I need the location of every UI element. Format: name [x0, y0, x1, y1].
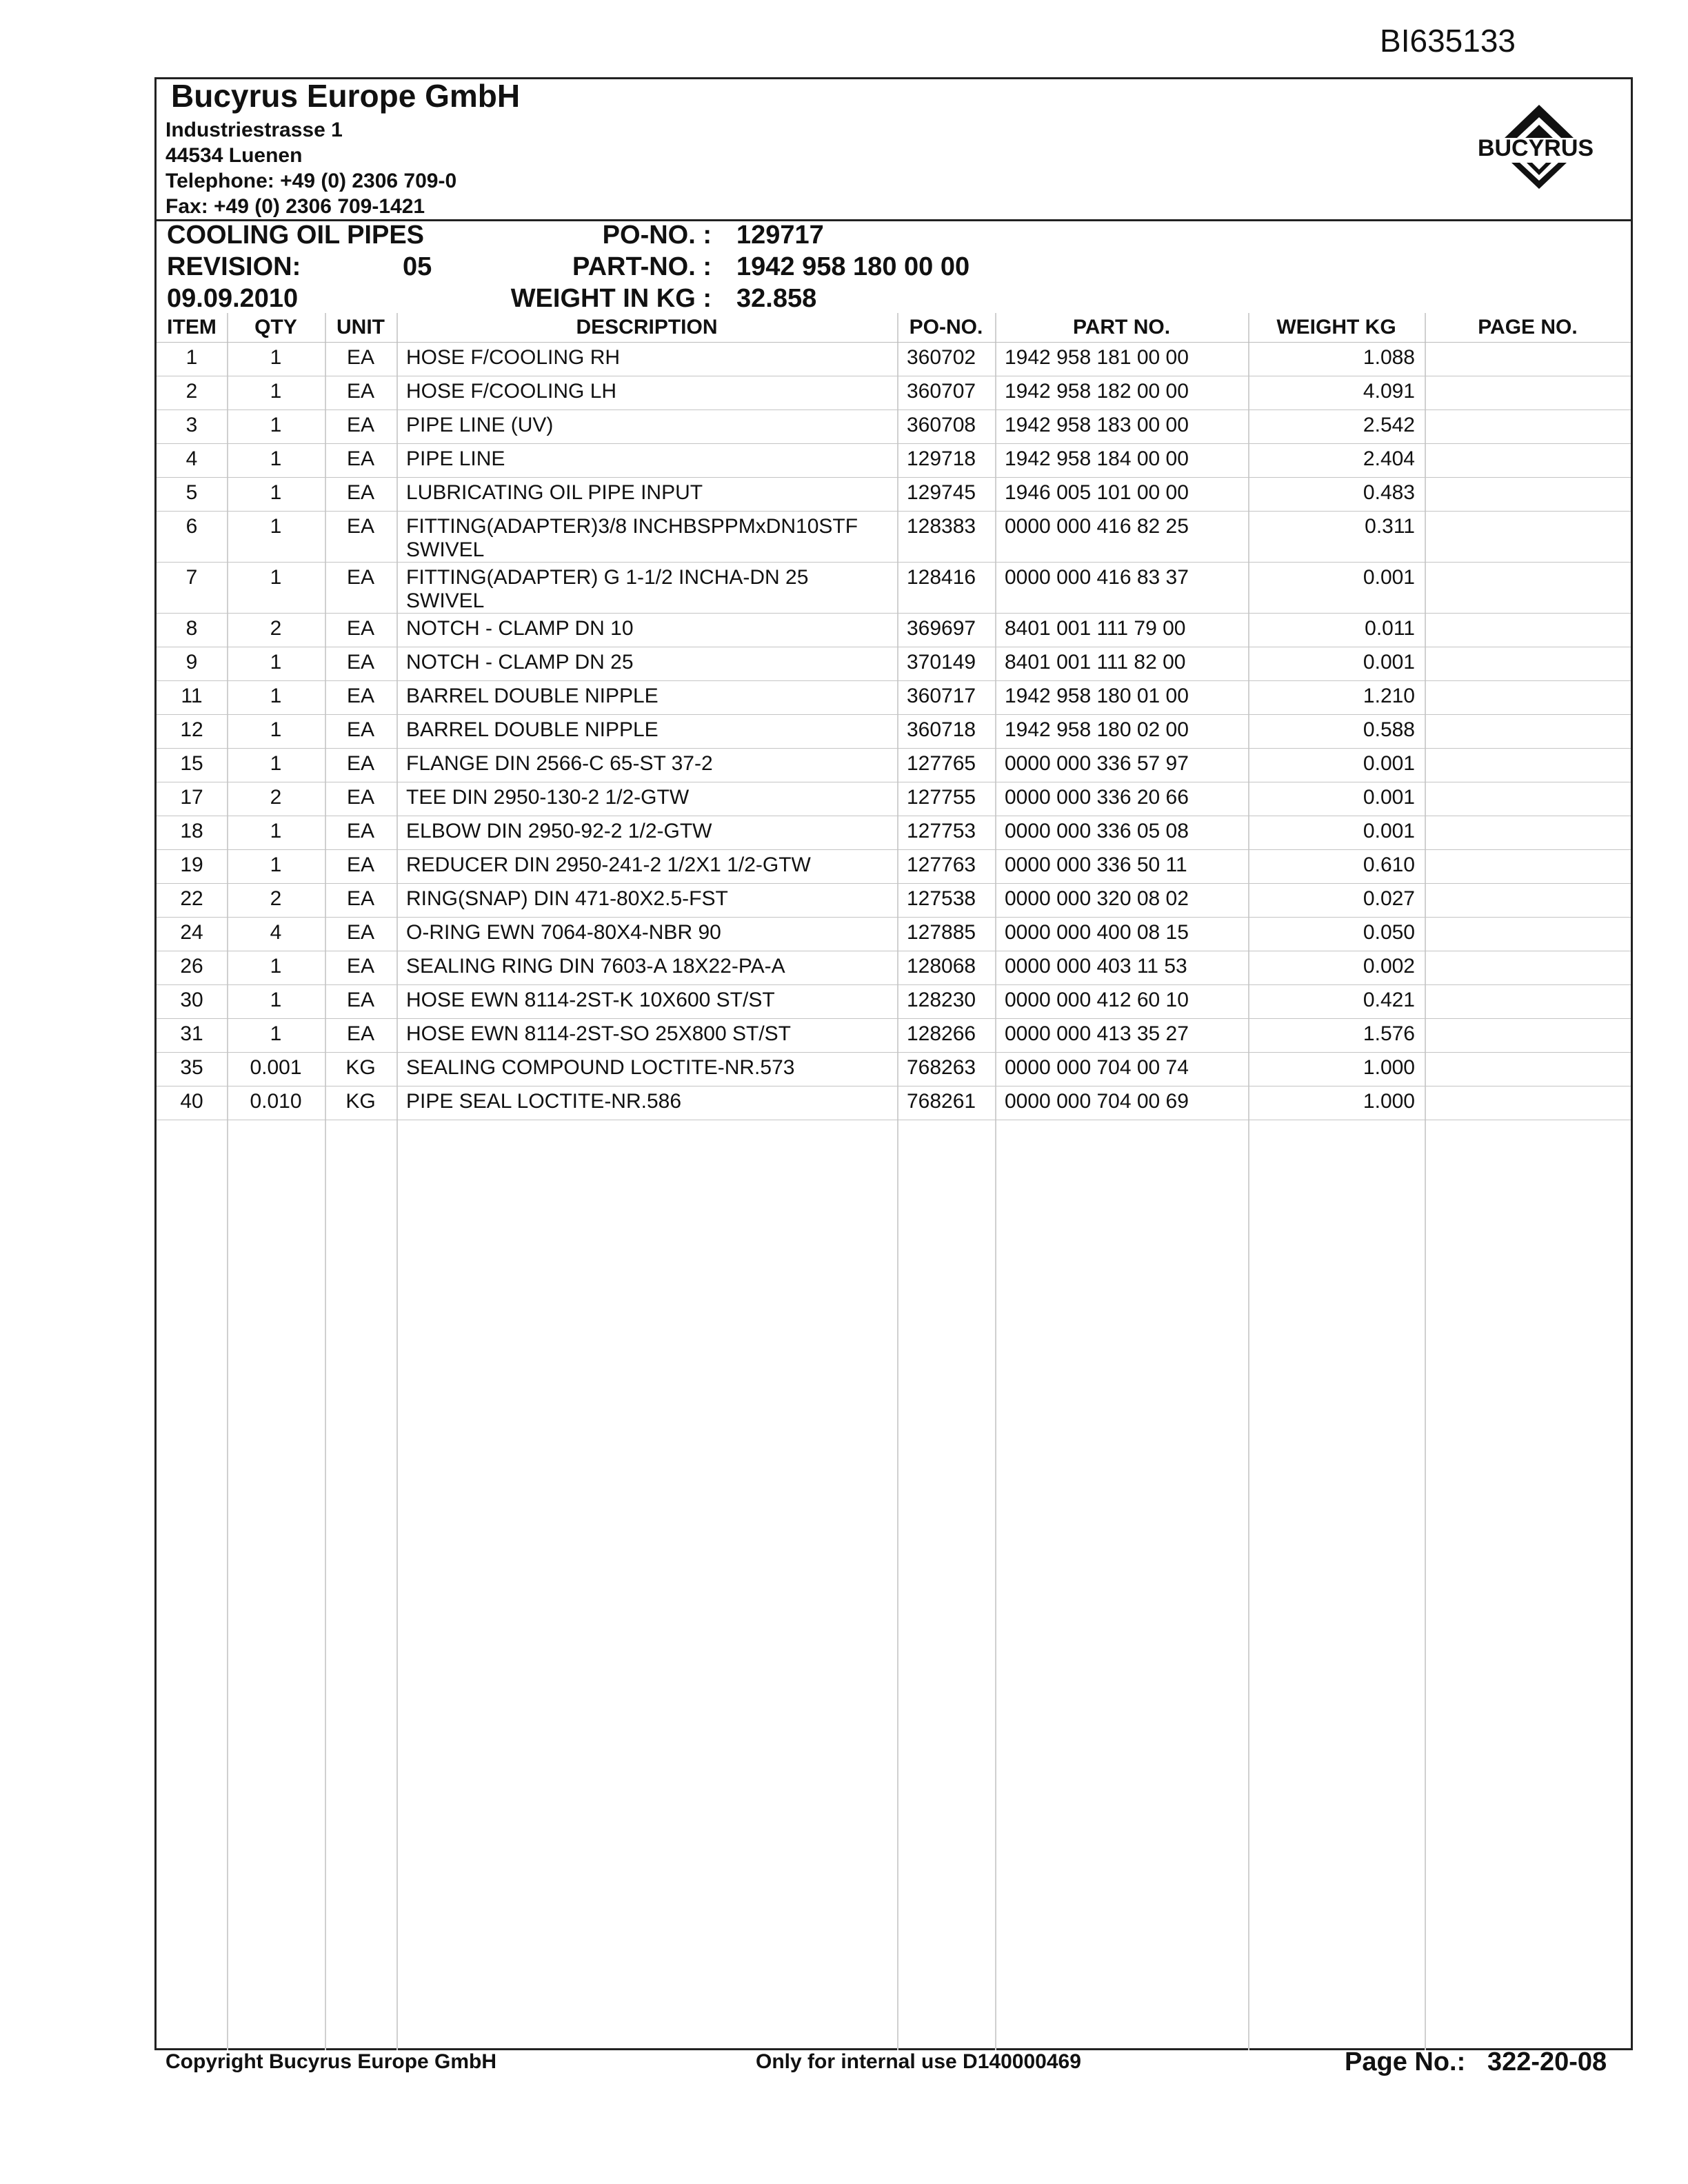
- page-no-cell: [1425, 512, 1631, 563]
- qty-cell: 1: [227, 563, 325, 614]
- description-cell: SEALING COMPOUND LOCTITE-NR.573: [396, 1053, 897, 1086]
- po-no-cell: 127885: [897, 918, 995, 951]
- page-no-cell: [1425, 410, 1631, 444]
- unit-cell: EA: [325, 343, 396, 376]
- po-no-cell: 129718: [897, 444, 995, 478]
- unit-cell: EA: [325, 376, 396, 410]
- part-no-cell: 1946 005 101 00 00: [995, 478, 1248, 512]
- part-label: PART-NO. :: [572, 252, 712, 281]
- qty-cell: 1: [227, 410, 325, 444]
- item-cell: 6: [157, 512, 227, 563]
- item-cell: 7: [157, 563, 227, 614]
- page-no-cell: [1425, 850, 1631, 884]
- table-row: [157, 512, 1631, 563]
- page-no-cell: [1425, 816, 1631, 850]
- po-no-cell: 127753: [897, 816, 995, 850]
- part-no-cell: 8401 001 111 82 00: [995, 647, 1248, 681]
- qty-cell: 1: [227, 715, 325, 749]
- part-no-cell: 1942 958 183 00 00: [995, 410, 1248, 444]
- item-cell: 30: [157, 985, 227, 1019]
- description-cell: O-RING EWN 7064-80X4-NBR 90: [396, 918, 897, 951]
- item-cell: 26: [157, 951, 227, 985]
- description-cell: BARREL DOUBLE NIPPLE: [396, 715, 897, 749]
- description-cell: HOSE EWN 8114-2ST-K 10X600 ST/ST: [396, 985, 897, 1019]
- item-cell: 24: [157, 918, 227, 951]
- part-no-cell: 8401 001 111 79 00: [995, 614, 1248, 647]
- qty-cell: 0.010: [227, 1086, 325, 1120]
- item-cell: 3: [157, 410, 227, 444]
- description-cell: PIPE LINE: [396, 444, 897, 478]
- unit-cell: KG: [325, 1053, 396, 1086]
- internal-use-notice: Only for internal use D140000469: [756, 2050, 1081, 2073]
- part-no-cell: 1942 958 180 01 00: [995, 681, 1248, 715]
- description-cell: NOTCH - CLAMP DN 10: [396, 614, 897, 647]
- unit-cell: EA: [325, 563, 396, 614]
- po-label: PO-NO. :: [602, 221, 712, 250]
- table-row: [157, 343, 1631, 376]
- weight-cell: 0.011: [1248, 614, 1425, 647]
- parts-table-header: [157, 313, 1631, 343]
- part-no-cell: 0000 000 403 11 53: [995, 951, 1248, 985]
- part-no-cell: 0000 000 413 35 27: [995, 1019, 1248, 1053]
- po-no-cell: 128416: [897, 563, 995, 614]
- qty-cell: 1: [227, 376, 325, 410]
- part-no-cell: 1942 958 184 00 00: [995, 444, 1248, 478]
- unit-cell: EA: [325, 782, 396, 816]
- table-row: [157, 816, 1631, 850]
- revision-value: 05: [403, 252, 432, 281]
- unit-cell: EA: [325, 647, 396, 681]
- page-no-cell: [1425, 376, 1631, 410]
- description-line: SWIVEL: [406, 589, 485, 612]
- table-row: [157, 614, 1631, 647]
- table-row: [157, 749, 1631, 782]
- po-no-cell: 128266: [897, 1019, 995, 1053]
- part-no-cell: 1942 958 181 00 00: [995, 343, 1248, 376]
- bucyrus-logo: [1463, 102, 1608, 192]
- unit-cell: KG: [325, 1086, 396, 1120]
- weight-cell: 2.542: [1248, 410, 1425, 444]
- qty-cell: 1: [227, 850, 325, 884]
- col-description: DESCRIPTION: [396, 313, 897, 343]
- col-page-no: PAGE NO.: [1425, 313, 1631, 343]
- page-no-cell: [1425, 985, 1631, 1019]
- page-no-cell: [1425, 884, 1631, 918]
- unit-cell: EA: [325, 614, 396, 647]
- parts-table-wrapper: [157, 313, 1631, 2048]
- weight-cell: 0.001: [1248, 816, 1425, 850]
- table-row: [157, 478, 1631, 512]
- company-name: Bucyrus Europe GmbH: [171, 78, 521, 114]
- table-row: [157, 850, 1631, 884]
- revision-label: REVISION:: [167, 252, 301, 281]
- weight-value: 32.858: [736, 284, 817, 313]
- page-number: [1345, 2048, 1607, 2077]
- qty-cell: 2: [227, 782, 325, 816]
- parts-table-body: [157, 343, 1631, 1120]
- part-no-cell: 0000 000 704 00 69: [995, 1086, 1248, 1120]
- qty-cell: 0.001: [227, 1053, 325, 1086]
- part-no-cell: 0000 000 320 08 02: [995, 884, 1248, 918]
- col-weight: WEIGHT KG: [1248, 313, 1425, 343]
- po-no-cell: 128383: [897, 512, 995, 563]
- table-row: [157, 1053, 1631, 1086]
- unit-cell: EA: [325, 478, 396, 512]
- page-no-cell: [1425, 918, 1631, 951]
- part-no-cell: 1942 958 182 00 00: [995, 376, 1248, 410]
- qty-cell: 1: [227, 444, 325, 478]
- table-row: [157, 951, 1631, 985]
- table-row: [157, 985, 1631, 1019]
- qty-cell: 1: [227, 749, 325, 782]
- item-cell: 35: [157, 1053, 227, 1086]
- description-cell: FLANGE DIN 2566-C 65-ST 37-2: [396, 749, 897, 782]
- document-id: BI635133: [1380, 23, 1516, 59]
- table-row: [157, 681, 1631, 715]
- qty-cell: 2: [227, 884, 325, 918]
- part-no-cell: 1942 958 180 02 00: [995, 715, 1248, 749]
- unit-cell: EA: [325, 884, 396, 918]
- weight-cell: 0.002: [1248, 951, 1425, 985]
- page-no-cell: [1425, 1053, 1631, 1086]
- description-cell: ELBOW DIN 2950-92-2 1/2-GTW: [396, 816, 897, 850]
- po-no-cell: 360717: [897, 681, 995, 715]
- item-cell: 2: [157, 376, 227, 410]
- doc-title: COOLING OIL PIPES: [167, 221, 425, 250]
- unit-cell: EA: [325, 749, 396, 782]
- po-value: 129717: [736, 221, 824, 250]
- unit-cell: EA: [325, 410, 396, 444]
- description-cell: TEE DIN 2950-130-2 1/2-GTW: [396, 782, 897, 816]
- bucyrus-logo-icon: [1463, 102, 1608, 192]
- unit-cell: EA: [325, 850, 396, 884]
- part-no-cell: 0000 000 336 20 66: [995, 782, 1248, 816]
- table-row: [157, 410, 1631, 444]
- weight-cell: 0.001: [1248, 749, 1425, 782]
- qty-cell: 1: [227, 512, 325, 563]
- description-cell: HOSE F/COOLING LH: [396, 376, 897, 410]
- table-row: [157, 884, 1631, 918]
- page-no-cell: [1425, 1086, 1631, 1120]
- qty-cell: 2: [227, 614, 325, 647]
- part-no-cell: 0000 000 336 57 97: [995, 749, 1248, 782]
- page-no-cell: [1425, 749, 1631, 782]
- company-telephone: Telephone: +49 (0) 2306 709-0: [165, 170, 457, 192]
- unit-cell: EA: [325, 918, 396, 951]
- po-no-cell: 127755: [897, 782, 995, 816]
- item-cell: 9: [157, 647, 227, 681]
- qty-cell: 1: [227, 985, 325, 1019]
- qty-cell: 1: [227, 343, 325, 376]
- weight-cell: 1.576: [1248, 1019, 1425, 1053]
- part-no-cell: 0000 000 336 05 08: [995, 816, 1248, 850]
- col-unit: UNIT: [325, 313, 396, 343]
- po-no-cell: 360718: [897, 715, 995, 749]
- company-address-city: 44534 Luenen: [165, 144, 303, 167]
- copyright-notice: Copyright Bucyrus Europe GmbH: [165, 2050, 497, 2073]
- item-cell: 12: [157, 715, 227, 749]
- description-line: SWIVEL: [406, 538, 485, 561]
- part-no-cell: 0000 000 416 82 25: [995, 512, 1248, 563]
- description-cell: LUBRICATING OIL PIPE INPUT: [396, 478, 897, 512]
- page-no-cell: [1425, 715, 1631, 749]
- part-no-cell: 0000 000 416 83 37: [995, 563, 1248, 614]
- page-number-value: 322-20-08: [1487, 2048, 1607, 2076]
- table-row: [157, 918, 1631, 951]
- po-no-cell: 127765: [897, 749, 995, 782]
- weight-cell: 0.001: [1248, 782, 1425, 816]
- table-row: [157, 444, 1631, 478]
- weight-cell: 0.311: [1248, 512, 1425, 563]
- description-cell: [396, 512, 897, 563]
- weight-cell: 0.610: [1248, 850, 1425, 884]
- item-cell: 22: [157, 884, 227, 918]
- table-row: [157, 782, 1631, 816]
- page-no-cell: [1425, 951, 1631, 985]
- po-no-cell: 768263: [897, 1053, 995, 1086]
- unit-cell: EA: [325, 951, 396, 985]
- item-cell: 4: [157, 444, 227, 478]
- unit-cell: EA: [325, 681, 396, 715]
- qty-cell: 1: [227, 647, 325, 681]
- description-cell: SEALING RING DIN 7603-A 18X22-PA-A: [396, 951, 897, 985]
- part-no-cell: 0000 000 704 00 74: [995, 1053, 1248, 1086]
- po-no-cell: 360702: [897, 343, 995, 376]
- weight-cell: 0.421: [1248, 985, 1425, 1019]
- weight-cell: 1.088: [1248, 343, 1425, 376]
- page-no-cell: [1425, 563, 1631, 614]
- unit-cell: EA: [325, 444, 396, 478]
- item-cell: 31: [157, 1019, 227, 1053]
- qty-cell: 1: [227, 478, 325, 512]
- page-no-cell: [1425, 444, 1631, 478]
- po-no-cell: 360708: [897, 410, 995, 444]
- table-row: [157, 715, 1631, 749]
- po-no-cell: 128068: [897, 951, 995, 985]
- table-row: [157, 1019, 1631, 1053]
- item-cell: 1: [157, 343, 227, 376]
- part-no-cell: 0000 000 412 60 10: [995, 985, 1248, 1019]
- po-no-cell: 369697: [897, 614, 995, 647]
- table-row: [157, 647, 1631, 681]
- weight-cell: 1.000: [1248, 1053, 1425, 1086]
- page-number-label: Page No.:: [1345, 2048, 1466, 2076]
- po-no-cell: 127538: [897, 884, 995, 918]
- company-address-street: Industriestrasse 1: [165, 119, 343, 141]
- description-cell: HOSE F/COOLING RH: [396, 343, 897, 376]
- unit-cell: EA: [325, 816, 396, 850]
- description-line: FITTING(ADAPTER) G 1-1/2 INCHA-DN 25: [406, 566, 809, 589]
- page-no-cell: [1425, 681, 1631, 715]
- unit-cell: EA: [325, 715, 396, 749]
- col-qty: QTY: [227, 313, 325, 343]
- unit-cell: EA: [325, 1019, 396, 1053]
- logo-wordmark: BUCYRUS: [1477, 135, 1594, 161]
- col-item: ITEM: [157, 313, 227, 343]
- weight-label: WEIGHT IN KG :: [510, 284, 712, 313]
- unit-cell: EA: [325, 985, 396, 1019]
- doc-date: 09.09.2010: [167, 284, 299, 313]
- description-cell: BARREL DOUBLE NIPPLE: [396, 681, 897, 715]
- page-no-cell: [1425, 782, 1631, 816]
- description-cell: NOTCH - CLAMP DN 25: [396, 647, 897, 681]
- weight-cell: 0.588: [1248, 715, 1425, 749]
- weight-cell: 2.404: [1248, 444, 1425, 478]
- weight-cell: 4.091: [1248, 376, 1425, 410]
- qty-cell: 1: [227, 681, 325, 715]
- page-no-cell: [1425, 647, 1631, 681]
- parts-table: [157, 313, 1631, 1120]
- description-cell: PIPE LINE (UV): [396, 410, 897, 444]
- description-cell: PIPE SEAL LOCTITE-NR.586: [396, 1086, 897, 1120]
- part-no-cell: 0000 000 400 08 15: [995, 918, 1248, 951]
- page-no-cell: [1425, 1019, 1631, 1053]
- qty-cell: 1: [227, 816, 325, 850]
- description-cell: REDUCER DIN 2950-241-2 1/2X1 1/2-GTW: [396, 850, 897, 884]
- item-cell: 11: [157, 681, 227, 715]
- company-fax: Fax: +49 (0) 2306 709-1421: [165, 195, 425, 218]
- table-row: [157, 376, 1631, 410]
- po-no-cell: 360707: [897, 376, 995, 410]
- weight-cell: 1.000: [1248, 1086, 1425, 1120]
- qty-cell: 1: [227, 951, 325, 985]
- weight-cell: 0.483: [1248, 478, 1425, 512]
- qty-cell: 1: [227, 1019, 325, 1053]
- item-cell: 19: [157, 850, 227, 884]
- page-no-cell: [1425, 478, 1631, 512]
- description-line: FITTING(ADAPTER)3/8 INCHBSPPMxDN10STF: [406, 515, 858, 538]
- part-no-cell: 0000 000 336 50 11: [995, 850, 1248, 884]
- item-cell: 17: [157, 782, 227, 816]
- col-po-no: PO-NO.: [897, 313, 995, 343]
- po-no-cell: 129745: [897, 478, 995, 512]
- description-cell: RING(SNAP) DIN 471-80X2.5-FST: [396, 884, 897, 918]
- po-no-cell: 128230: [897, 985, 995, 1019]
- page-no-cell: [1425, 343, 1631, 376]
- po-no-cell: 370149: [897, 647, 995, 681]
- weight-cell: 0.050: [1248, 918, 1425, 951]
- item-cell: 40: [157, 1086, 227, 1120]
- description-cell: HOSE EWN 8114-2ST-SO 25X800 ST/ST: [396, 1019, 897, 1053]
- page-no-cell: [1425, 614, 1631, 647]
- item-cell: 18: [157, 816, 227, 850]
- table-row: [157, 1086, 1631, 1120]
- qty-cell: 4: [227, 918, 325, 951]
- description-cell: [396, 563, 897, 614]
- col-part-no: PART NO.: [995, 313, 1248, 343]
- table-row: [157, 563, 1631, 614]
- item-cell: 8: [157, 614, 227, 647]
- item-cell: 5: [157, 478, 227, 512]
- weight-cell: 1.210: [1248, 681, 1425, 715]
- po-no-cell: 127763: [897, 850, 995, 884]
- item-cell: 15: [157, 749, 227, 782]
- po-no-cell: 768261: [897, 1086, 995, 1120]
- part-value: 1942 958 180 00 00: [736, 252, 970, 281]
- weight-cell: 0.027: [1248, 884, 1425, 918]
- unit-cell: EA: [325, 512, 396, 563]
- weight-cell: 0.001: [1248, 563, 1425, 614]
- weight-cell: 0.001: [1248, 647, 1425, 681]
